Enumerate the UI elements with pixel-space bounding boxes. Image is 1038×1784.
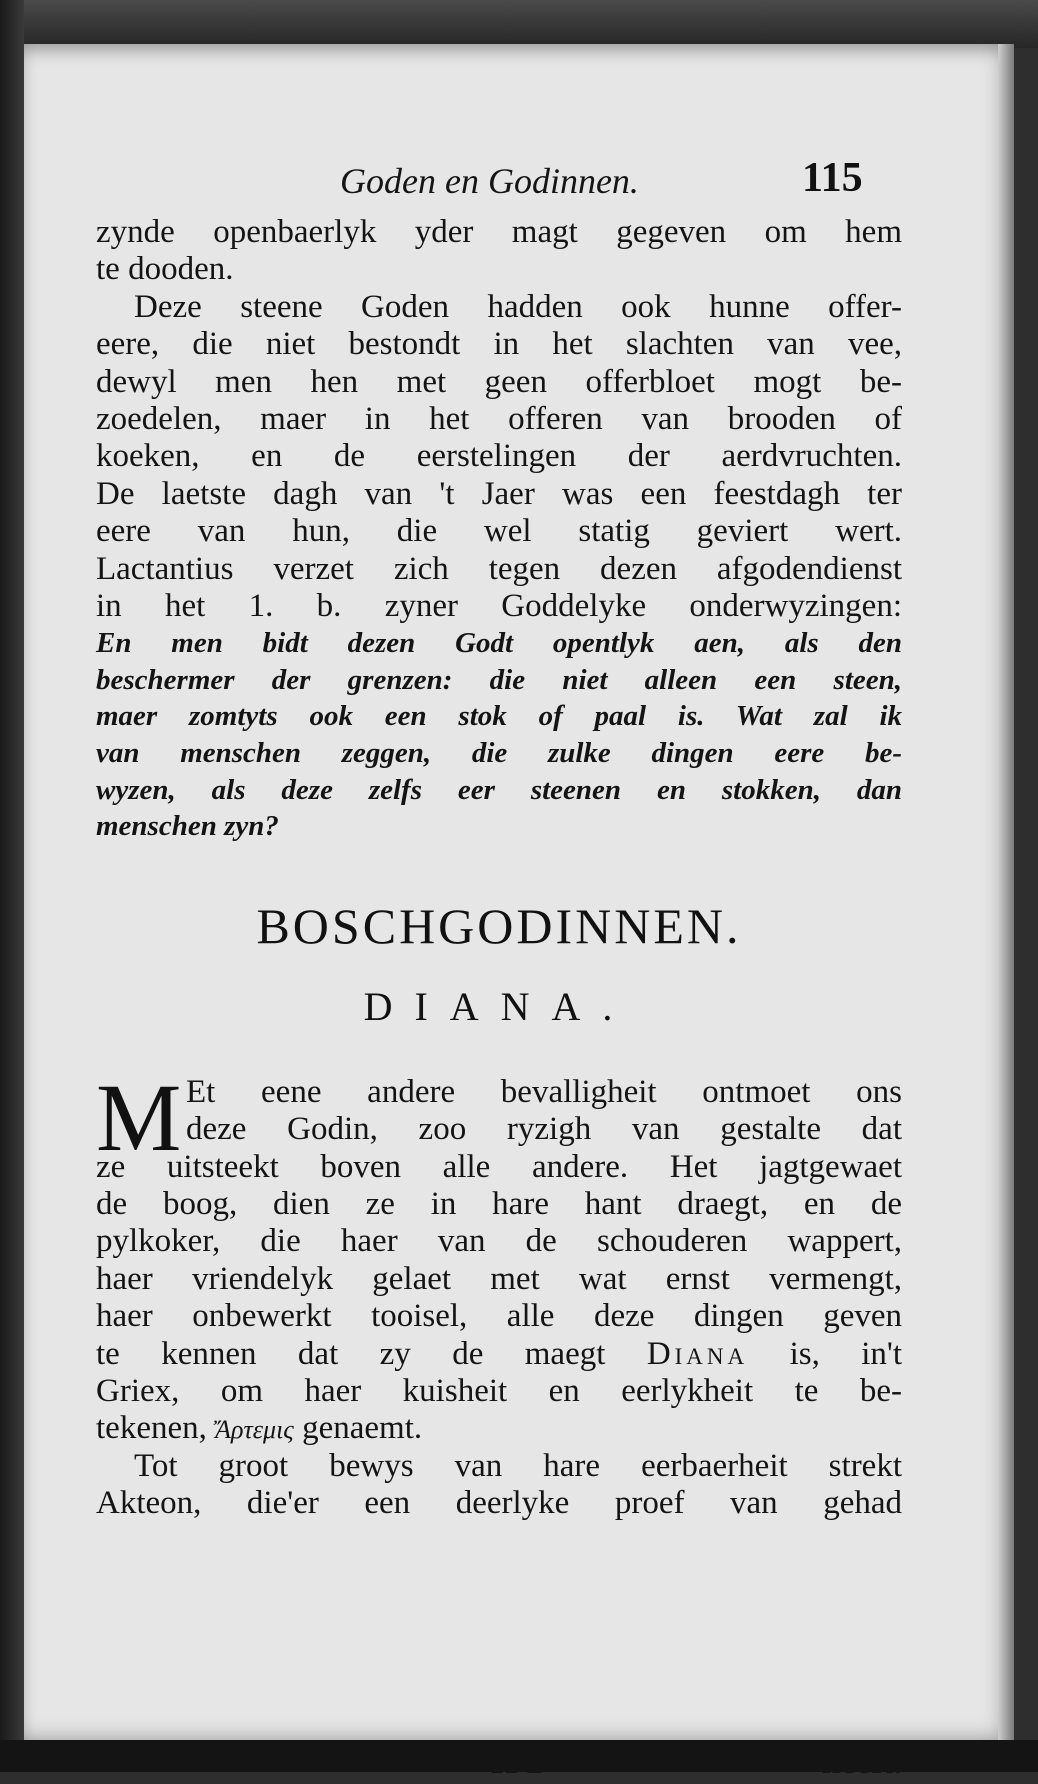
text-line: De laetste dagh van 't Jaer was een feestdagh ter (96, 475, 902, 512)
text-segment: te kennen dat zy de maegt (96, 1335, 606, 1372)
page-number: 115 (802, 155, 863, 201)
text-line: zynde openbaerlyk yder magt gegeven om hem (96, 214, 902, 250)
name-diana: Diana (646, 1335, 749, 1372)
text-line (96, 1336, 902, 1373)
text-line (96, 1410, 902, 1447)
quote-line: van menschen zeggen, die zulke dingen eere be- (96, 737, 902, 770)
text-line: koeken, en de eerstelingen der aerdvruchten. (96, 438, 902, 475)
quote-line: menschen zyn? (96, 810, 279, 843)
text-line: Deze steene Goden hadden ook hunne offer- (134, 288, 902, 325)
text-line: zoedelen, maer in het offeren van brooden of (96, 400, 902, 437)
text-line: in het 1. b. zyner Goddelyke onderwyzingen: (96, 587, 902, 624)
text-line: haer vriendelyk gelaet met wat ernst vermengt, (96, 1260, 902, 1297)
sub-title: DIANA. (363, 983, 635, 1029)
text-line: Lactantius verzet zich tegen dezen afgodendienst (96, 550, 902, 587)
paragraph-4 (96, 1448, 902, 1523)
text-line: de boog, dien ze in hare hant draegt, en de (96, 1186, 902, 1223)
text-line: Et eene andere bevalligheit ontmoet ons (186, 1073, 902, 1110)
greek-word: Ἄρτεμις (215, 1415, 294, 1445)
italic-quotation (96, 625, 902, 845)
paragraph-1 (96, 214, 902, 289)
text-segment: tekenen, (96, 1410, 207, 1447)
scan-bottom-edge (0, 1740, 1038, 1772)
page-text (96, 214, 902, 1523)
scan-top-edge (0, 0, 1038, 48)
quote-line: En men bidt dezen Godt opentlyk aen, als den (96, 627, 902, 660)
quote-line: wyzen, als deze zelfs eer steenen en stokken, dan (96, 773, 902, 806)
paragraph-2 (96, 289, 902, 626)
text-line: deze Godin, zoo ryzigh van gestalte dat (186, 1111, 902, 1148)
running-title: Goden en Godinnen. (340, 161, 639, 201)
drop-cap: M (96, 1063, 182, 1171)
page-gutter-edge (998, 44, 1014, 1740)
text-line: dewyl men hen met geen offerbloet mogt be- (96, 363, 902, 400)
quote-line: beschermer der grenzen: die niet alleen een steen, (96, 663, 902, 696)
text-line: ze uitsteekt boven alle andere. Het jagtgewaet (96, 1148, 902, 1185)
quote-line: maer zomtyts ook een stok of paal is. Wat zal ik (96, 700, 902, 733)
text-line: Akteon, die'er een deerlyke proef van gehad (96, 1485, 902, 1522)
book-page (24, 44, 1014, 1740)
text-segment: genaemt. (302, 1410, 423, 1447)
section-title: BOSCHGODINNEN. (256, 897, 742, 954)
text-line: Tot groot bewys van hare eerbaerheit strekt (134, 1447, 902, 1484)
text-segment: is, in't (789, 1335, 903, 1372)
text-line: haer onbewerkt tooisel, alle deze dingen geven (96, 1298, 902, 1335)
diana-paragraph (96, 1063, 903, 1448)
text-line: eere van hun, die wel statig geviert wert. (96, 513, 902, 550)
text-line: pylkoker, die haer van de schouderen wappert, (96, 1223, 902, 1260)
text-line: Griex, om haer kuisheit en eerlykheit te be- (96, 1372, 902, 1409)
text-line: te dooden. (96, 251, 234, 288)
scan-left-edge (0, 0, 24, 1772)
text-line: eere, die niet bestondt in het slachten van vee, (96, 326, 902, 363)
page-header (24, 155, 1014, 218)
